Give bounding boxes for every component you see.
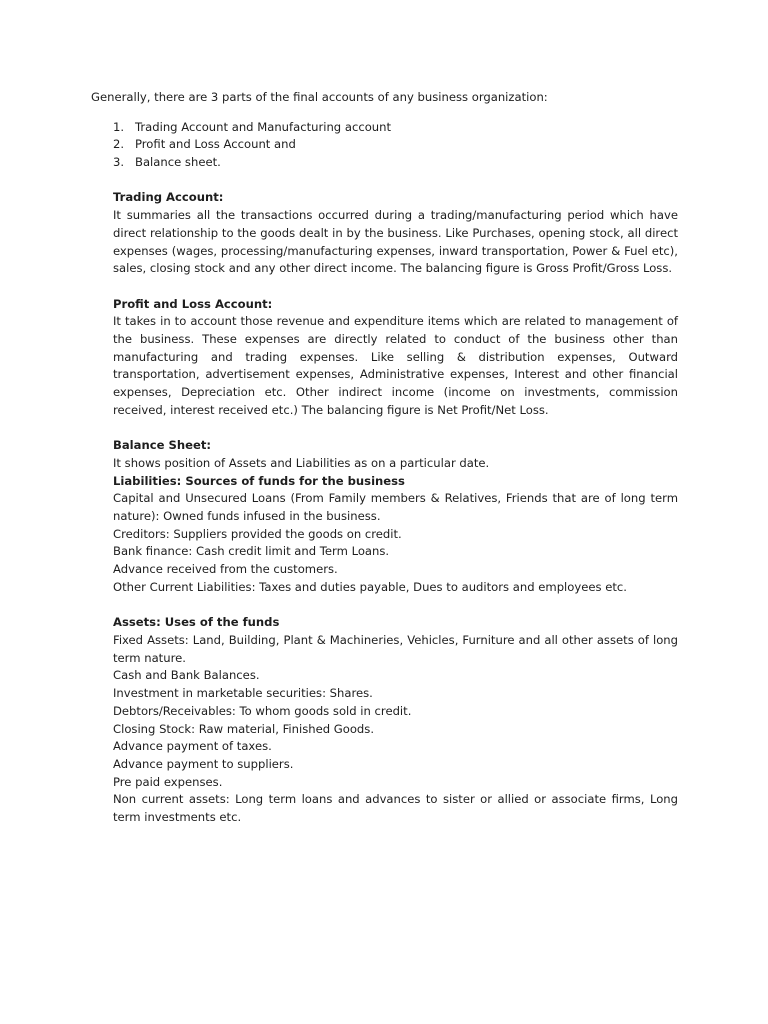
list-item: [91, 136, 678, 154]
balance-sheet-section: [113, 437, 678, 596]
list-item-text: Balance sheet.: [135, 155, 221, 170]
trading-account-heading: Trading Account:: [113, 190, 224, 205]
parts-list: [91, 119, 678, 172]
asset-item: Investment in marketable securities: Shares.: [113, 686, 373, 701]
list-number: 3.: [113, 155, 125, 170]
asset-item: Non current assets: Long term loans and advances to sister or allied or associate firms, Long term investments etc.: [113, 792, 678, 825]
trading-account-section: [113, 189, 678, 278]
balance-sheet-heading: Balance Sheet:: [113, 438, 211, 453]
profit-loss-paragraph: It takes in to account those revenue and expenditure items which are related to management of the business. These expenses are directly related to conduct of the business other than manufacturing and trading expenses. Like selling & distribution expenses, Outward transportation, advertisement expenses, Administrative expenses, Interest and other financial expenses, Depreciation etc. Other indirect income (income on investments, commission received, interest received etc.) The balancing figure is Net Profit/Net Loss.: [113, 314, 678, 417]
balance-sheet-intro: It shows position of Assets and Liabilities as on a particular date.: [113, 455, 490, 470]
liability-item: Other Current Liabilities: Taxes and duties payable, Dues to auditors and employees etc.: [113, 579, 627, 594]
intro-text: Generally, there are 3 parts of the final accounts of any business organization:: [91, 90, 548, 104]
asset-item: Advance payment to suppliers.: [113, 756, 294, 771]
list-item: [91, 154, 678, 172]
asset-item: Advance payment of taxes.: [113, 739, 272, 754]
liability-item: Bank finance: Cash credit limit and Term Loans.: [113, 544, 390, 559]
list-item-text: Profit and Loss Account and: [135, 137, 296, 152]
asset-item: Fixed Assets: Land, Building, Plant & Machineries, Vehicles, Furniture and all other assets of long term nature.: [113, 632, 678, 665]
profit-loss-section: [113, 296, 678, 420]
liability-item: Advance received from the customers.: [113, 562, 338, 577]
asset-item: Debtors/Receivables: To whom goods sold in credit.: [113, 703, 412, 718]
document-body: [91, 89, 678, 827]
list-item-text: Trading Account and Manufacturing account: [135, 119, 392, 134]
liability-item: Capital and Unsecured Loans (From Family members & Relatives, Friends that are of long term nature): Owned funds infused in the business.: [113, 491, 678, 524]
list-number: 2.: [113, 137, 125, 152]
liability-item: Creditors: Suppliers provided the goods on credit.: [113, 526, 402, 541]
list-item: [91, 119, 678, 137]
list-number: 1.: [113, 119, 125, 134]
sections-block: [113, 189, 678, 826]
assets-heading: Assets: Uses of the funds: [113, 615, 280, 630]
liabilities-heading: Liabilities: Sources of funds for the business: [113, 473, 405, 488]
trading-account-paragraph: It summaries all the transactions occurred during a trading/manufacturing period which have direct relationship to the goods dealt in by the business. Like Purchases, opening stock, all direct expenses (wages, processing/manufacturing expenses, inward transportation, Power & Fuel etc), sales, closing stock and any other direct income. The balancing figure is Gross Profit/Gross Loss.: [113, 208, 678, 276]
asset-item: Cash and Bank Balances.: [113, 668, 260, 683]
profit-loss-heading: Profit and Loss Account:: [113, 296, 273, 311]
asset-item: Closing Stock: Raw material, Finished Goods.: [113, 721, 375, 736]
assets-section: [113, 614, 678, 826]
asset-item: Pre paid expenses.: [113, 774, 223, 789]
